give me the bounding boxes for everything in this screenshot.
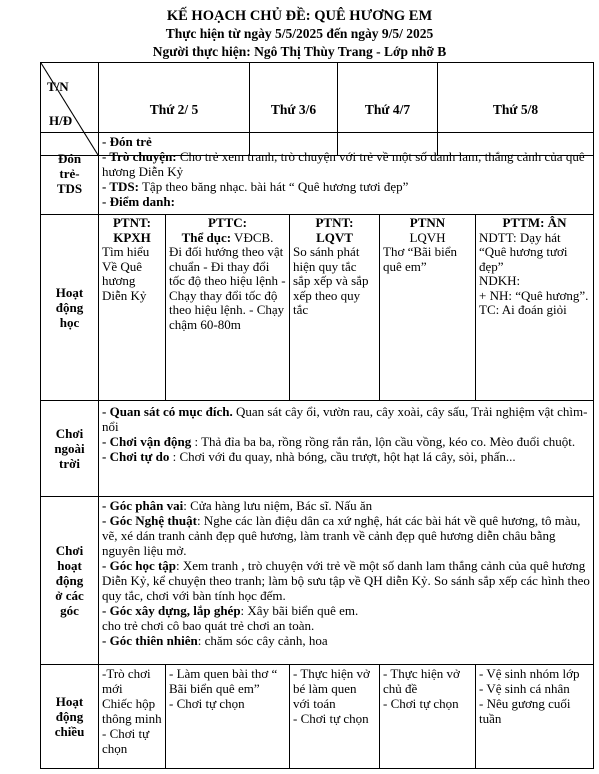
hoc-thursday: PTNN LQVH Thơ “Bãi biển quê em” bbox=[380, 215, 476, 401]
row-choi-ngoai-troi bbox=[41, 401, 594, 497]
choi-ngoai-troi-content: - Quan sát có mục đích. Quan sát cây ổi, vườn rau, cây xoài, cây sấu, Trải nghiệm vật chìm- nổi - Chơi vận động : Thả đỉa ba ba, rồng rồng rắn rắn, lộn cầu vồng, kéo co. Mèo đuổi chuột. - Chơi tự do : Chơi với đu quay, nhà bóng, cầu trượt, hột hạt lá cây, sỏi, phấn... bbox=[99, 401, 594, 497]
hoc-friday: PTTM: ÂN NDTT: Dạy hát “Quê hương tươi đẹp” NDKH: + NH: “Quê hương”. TC: Ai đoán giỏi bbox=[476, 215, 594, 401]
chieu-wednesday: - Thực hiện vở bé làm quen với toán - Chơi tự chọn bbox=[290, 665, 380, 769]
chieu-friday: - Vệ sinh nhóm lớp - Vệ sinh cá nhân - Nêu gương cuối tuần bbox=[476, 665, 594, 769]
row-label-hoat-dong-chieu: Hoạt động chiều bbox=[41, 665, 99, 769]
chieu-thursday: - Thực hiện vở chủ đề - Chơi tự chọn bbox=[380, 665, 476, 769]
hoc-monday: PTNT: KPXH Tìm hiểu Về Quê hương Diễn Kỷ bbox=[99, 215, 166, 401]
plan-table-body bbox=[40, 132, 594, 769]
don-tre-line: - Điểm danh: bbox=[102, 194, 175, 209]
corner-top-label: T/N bbox=[47, 79, 69, 94]
choi-goc-content: - Góc phân vai: Cửa hàng lưu niệm, Bác sĩ. Nấu ăn - Góc Nghệ thuật: Nghe các làn điệu dân ca xứ nghệ, hát các bài hát về quê hương, tô màu, vẽ, xé dán tranh cảnh đẹp quê hương, làm tranh về cảnh đẹp quê hương diễn châu bằng nguyên liệu mở. - Góc học tập: Xem tranh , trò chuyện với trẻ về một số danh lam thắng cảnh của quê hương Diễn Kỷ, kể chuyện theo tranh; làm bộ sưu tập về QH diễn Kỷ. So sánh sắp xếp các hình theo quy tắc, chơi với bàn tính học đếm. - Góc xây dựng, lắp ghép: Xây bãi biển quê em. cho trẻ chơi cô bao quát trẻ chơi an toàn. - Góc thiên nhiên: chăm sóc cây cảnh, hoa bbox=[99, 497, 594, 665]
hoc-tuesday: PTTC: Thể dục: VĐCB. Đi đối hướng theo vật chuẩn - Đi thay đổi tốc độ theo hiệu lệnh - Chạy thay đổi tốc độ theo hiệu lệnh. - Chạy chậm 60-80m bbox=[166, 215, 290, 401]
corner-bottom-label: H/Đ bbox=[49, 113, 73, 128]
hoc-wednesday: PTNT: LQVT So sánh phát hiện quy tắc sắp xếp và sắp xếp theo quy tắc bbox=[290, 215, 380, 401]
row-label-hoat-dong-hoc: Hoạt động học bbox=[41, 215, 99, 401]
row-label-choi-ngoai-troi: Chơi ngoài trời bbox=[41, 401, 99, 497]
day-tuesday: Thứ 3/6 bbox=[250, 63, 338, 156]
don-tre-line: - TDS: Tập theo băng nhạc. bài hát “ Quê hương tươi đẹp” bbox=[102, 179, 409, 194]
chieu-monday: -Trò chơi mới Chiếc hộp thông minh - Chơi tự chọn bbox=[99, 665, 166, 769]
page-title: KẾ HOẠCH CHỦ ĐỀ: QUÊ HƯƠNG EM bbox=[166, 8, 433, 24]
row-label-don-tre: Đón trẻ- TDS bbox=[41, 133, 99, 215]
author-line: Người thực hiện: Ngô Thị Thùy Trang - Lớp nhỡ B bbox=[152, 44, 447, 59]
don-tre-line: - Đón trẻ bbox=[102, 134, 152, 149]
date-range: Thực hiện từ ngày 5/5/2025 đến ngày 9/5/ 2025 bbox=[165, 26, 434, 41]
day-thursday: Thứ 5/8 bbox=[438, 63, 594, 156]
don-tre-content bbox=[99, 133, 594, 215]
day-wednesday: Thứ 4/7 bbox=[338, 63, 438, 156]
don-tre-line: - Trò chuyện: Cho trẻ xem tranh, trò chuyện với trẻ về một số danh lam, thắng cảnh của quê hương Diễn Kỷ bbox=[102, 149, 585, 179]
chieu-tuesday: - Làm quen bài thơ “ Bãi biển quê em” - Chơi tự chọn bbox=[166, 665, 290, 769]
day-monday: Thứ 2/ 5 bbox=[99, 63, 250, 156]
row-choi-goc bbox=[41, 497, 594, 665]
row-hoat-dong-chieu bbox=[41, 665, 594, 769]
row-hoat-dong-hoc bbox=[41, 215, 594, 401]
row-don-tre bbox=[41, 133, 594, 215]
row-label-choi-goc: Chơi hoạt động ở các góc bbox=[41, 497, 99, 665]
